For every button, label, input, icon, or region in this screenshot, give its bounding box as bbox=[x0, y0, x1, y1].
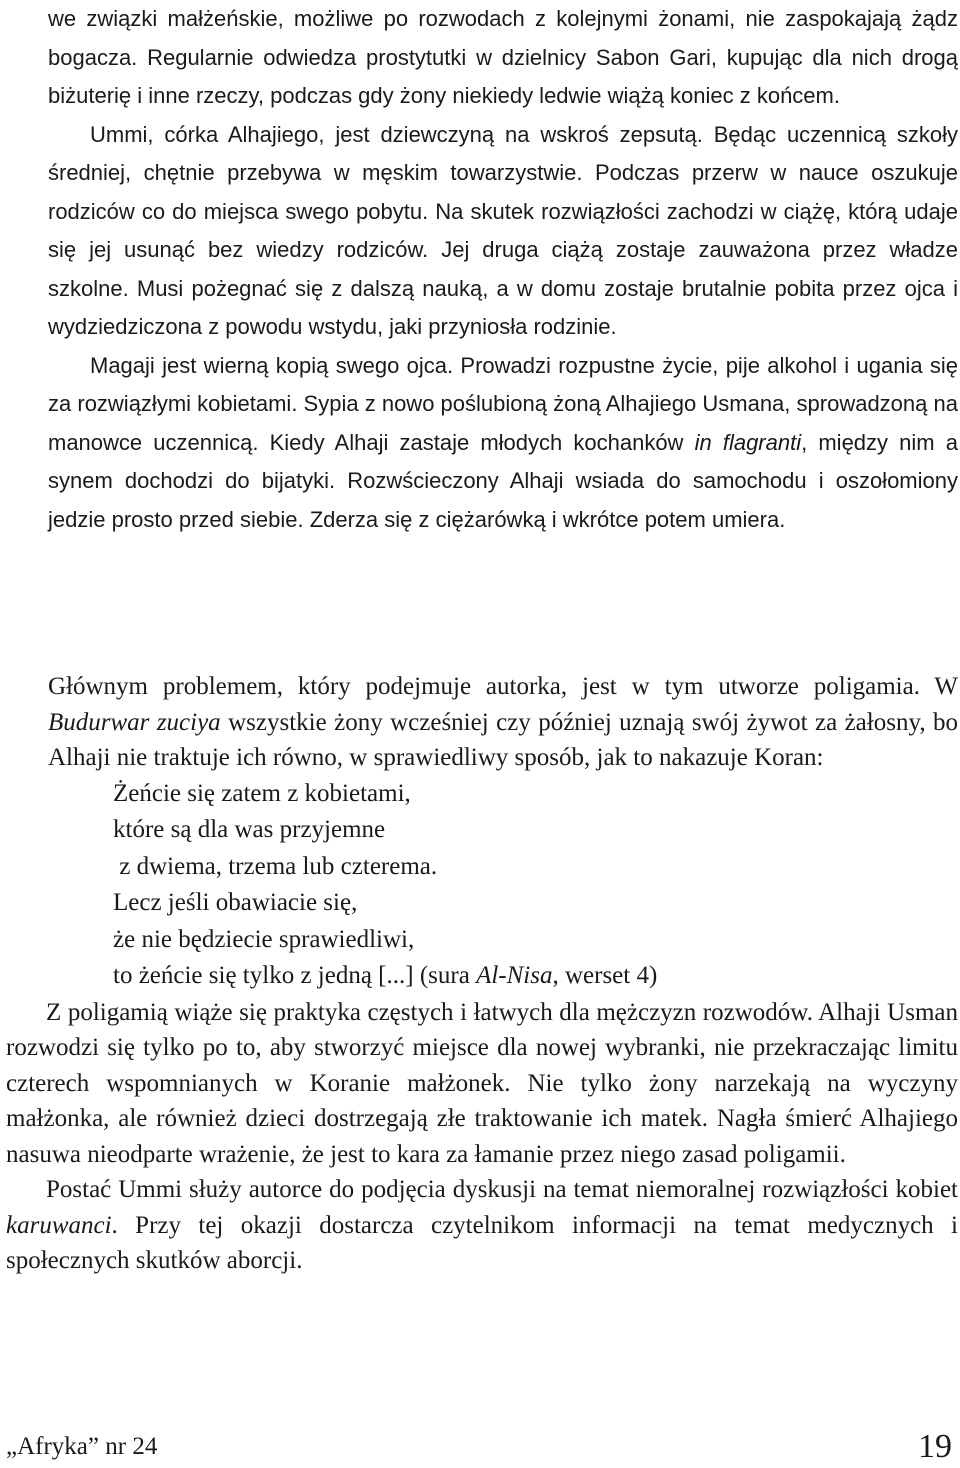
journal-footer: „Afryka” nr 24 bbox=[6, 1433, 158, 1460]
page-number: 19 bbox=[918, 1428, 952, 1465]
book-title: Budurwar zuciya bbox=[48, 708, 221, 736]
citation-text-1: to żeńcie się tylko z jedną [...] (sura bbox=[113, 962, 477, 989]
paragraph-ummi: Ummi, córka Alhajiego, jest dziewczyną na wskroś zepsutą. Będąc uczennicą szkoły średniej, chętnie przebywa w męskim towarzystwie. Podczas przerw w nauce oszukuje rodziców co do miejsca swego pobytu. Na skutek rozwiązłości zachodzi w ciążę, którą udaje się jej usunąć bez wiedzy rodziców. Jej druga ciążą zostaje zauważona przez władze szkolne. Musi pożegnać się z dalszą nauką, a w domu zostaje brutalnie pobita przez ojca i wydziedziczona z powodu wstydu, jaki przyniosła rodzinie. bbox=[48, 121, 958, 339]
quote-line-citation bbox=[113, 958, 958, 995]
in-flagranti-phrase: in flagranti bbox=[694, 429, 802, 455]
citation-text-2: , werset 4) bbox=[552, 962, 658, 989]
paragraph-polygamy-text-2: wszystkie żony wcześniej czy później uznają swój żywot za żałosny, bo Alhaji nie traktuje ich równo, w sprawiedliwy sposób, jak to nakazuje Koran: bbox=[48, 708, 958, 771]
paragraph-ummi-discussion bbox=[6, 1172, 958, 1279]
paragraph-divorces: Z poligamią wiąże się praktyka częstych i łatwych dla mężczyzn rozwodów. Alhaji Usman rozwodzi się tylko po to, aby stworzyć miejsce dla nowej wybranki, nie przekraczając limitu czterech wspomnianych w Koranie małżonek. Nie tylko żony narzekają na wyczyny małżonka, ale również dzieci dostrzegają złe traktowanie ich matek. Nagła śmierć Alhajiego nasuwa nieodparte wrażenie, że jest to kara za łamanie przez niego zasad poligamii. bbox=[6, 998, 958, 1168]
paragraph-ummi-text-1: Postać Ummi służy autorce do podjęcia dyskusji na temat niemoralnej rozwiązłości kobiet bbox=[46, 1176, 958, 1203]
paragraph-polygamy-text-1: Głównym problemem, który podejmuje autorka, jest w tym utworze poligamia. W bbox=[48, 673, 958, 700]
quran-quote bbox=[6, 776, 958, 995]
quote-line: z dwiema, trzema lub czterema. bbox=[113, 852, 438, 880]
body-text-serif bbox=[6, 669, 958, 1279]
paragraph-family-wealth: we związki małżeńskie, możliwe po rozwodach z kolejnymi żonami, nie zaspokajają żądz bogacza. Regularnie odwiedza prostytutki w dzielnicy Sabon Gari, kupując dla nich drogą biżuterię i inne rzeczy, podczas gdy żony niekiedy ledwie wiążą koniec z końcem. bbox=[48, 6, 958, 108]
quote-line: które są dla was przyjemne bbox=[113, 816, 386, 843]
body-text-sans bbox=[48, 0, 958, 539]
paragraph-magaji-text-1: Magaji jest wierną kopią swego ojca. Prowadzi rozpustne życie, pije alkohol i ugania się za rozwiązłymi kobietami. Sypia z nowo poślubioną żoną Alhajiego Usmana, sprowadzoną na manowce uczennicą. Kiedy Alhaji zastaje młodych kochanków bbox=[48, 352, 958, 455]
karuwanci-term: karuwanci bbox=[6, 1211, 112, 1239]
quote-line: że nie będziecie sprawiedliwi, bbox=[113, 925, 415, 953]
quote-line: Lecz jeśli obawiacie się, bbox=[113, 889, 358, 916]
paragraph-magaji-text-2: , między nim a synem dochodzi do bijatyki. Rozwścieczony Alhaji wsiada do samochodu i oszołomiony jedzie prosto przed siebie. Zderza się z ciężarówką i wkrótce potem umiera. bbox=[48, 429, 958, 532]
paragraph-ummi-text-2: . Przy tej okazji dostarcza czytelnikom informacji na temat medycznych i społecznych skutków aborcji. bbox=[6, 1211, 958, 1274]
sura-name: Al-Nisa bbox=[476, 962, 553, 989]
paragraph-polygamy bbox=[6, 669, 958, 776]
quote-line: Żeńcie się zatem z kobietami, bbox=[113, 779, 411, 807]
paragraph-magaji bbox=[48, 347, 958, 540]
